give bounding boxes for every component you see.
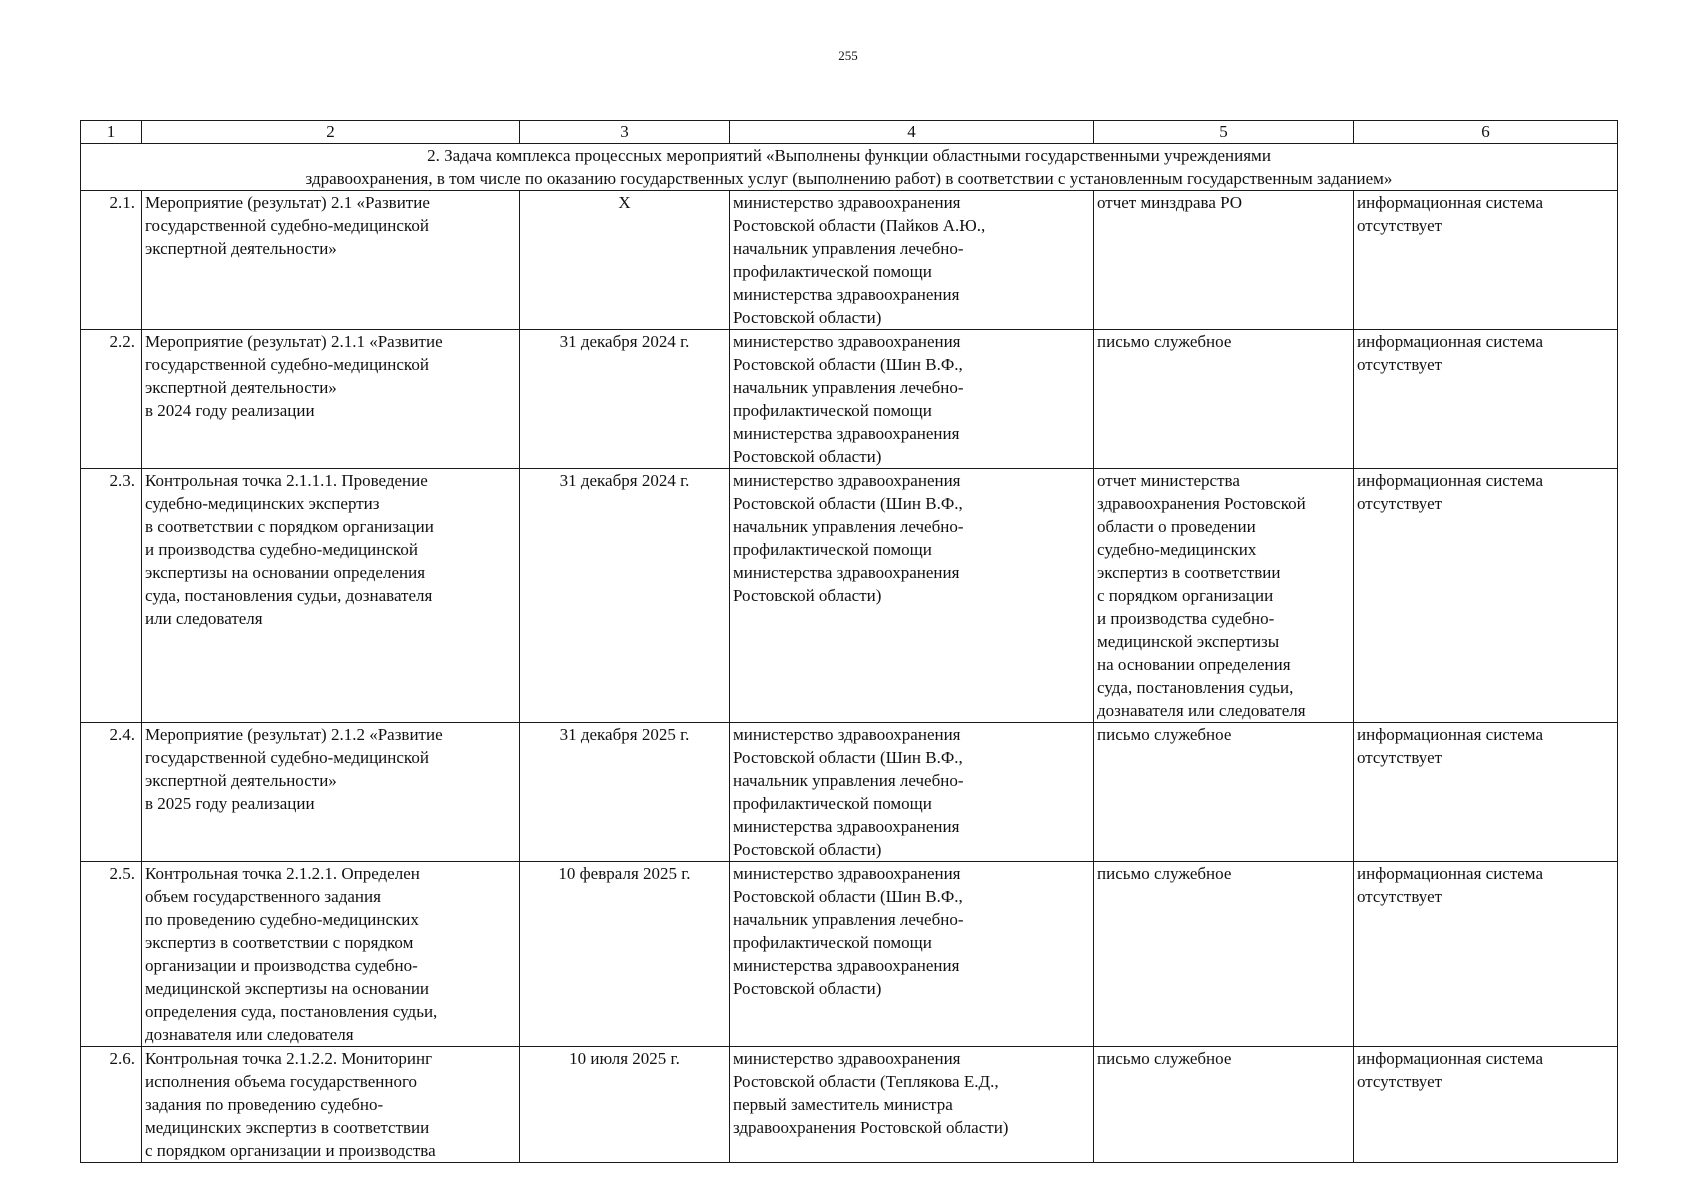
event-name-line: суда, постановления судьи, дознавателя	[145, 586, 433, 605]
document-line: медицинской экспертизы	[1097, 632, 1280, 651]
document-line: письмо служебное	[1097, 332, 1232, 351]
event-name-line: организации и производства судебно-	[145, 956, 418, 975]
column-number: 5	[1094, 121, 1354, 144]
responsible-line: министерства здравоохранения	[733, 956, 960, 975]
event-name-line: определения суда, постановления судьи,	[145, 1002, 438, 1021]
document-cell	[1094, 723, 1354, 862]
event-name-cell	[142, 469, 520, 723]
responsible-line: первый заместитель министра	[733, 1095, 953, 1114]
responsible-cell	[730, 330, 1094, 469]
page-number: 255	[838, 48, 858, 63]
info-system-line: информационная система	[1357, 193, 1543, 212]
task-header-line: 2. Задача комплекса процессных мероприятий «Выполнены функции областными государственными учреждениями	[427, 146, 1271, 165]
responsible-line: профилактической помощи	[733, 401, 932, 420]
document-cell	[1094, 469, 1354, 723]
responsible-line: Ростовской области)	[733, 308, 882, 327]
info-system-line: отсутствует	[1357, 216, 1443, 235]
responsible-line: Ростовской области (Теплякова Е.Д.,	[733, 1072, 999, 1091]
event-name-line: экспертиз в соответствии с порядком	[145, 933, 414, 952]
responsible-line: Ростовской области (Шин В.Ф.,	[733, 887, 963, 906]
document-cell	[1094, 1047, 1354, 1163]
event-name-line: дознавателя или следователя	[145, 1025, 354, 1044]
document-cell	[1094, 330, 1354, 469]
event-name-line: Мероприятие (результат) 2.1.1 «Развитие	[145, 332, 443, 351]
table-row	[81, 191, 1618, 330]
event-name-line: задания по проведению судебно-	[145, 1095, 384, 1114]
document-line: и производства судебно-	[1097, 609, 1275, 628]
info-system-line: информационная система	[1357, 471, 1543, 490]
column-number-row	[81, 121, 1618, 144]
document-line: экспертиз в соответствии	[1097, 563, 1281, 582]
responsible-line: министерство здравоохранения	[733, 1049, 961, 1068]
event-name-line: или следователя	[145, 609, 263, 628]
responsible-line: министерства здравоохранения	[733, 563, 960, 582]
responsible-line: профилактической помощи	[733, 794, 932, 813]
event-name-line: медицинской экспертизы на основании	[145, 979, 430, 998]
event-name-cell	[142, 330, 520, 469]
row-number: 2.4.	[81, 723, 142, 862]
responsible-line: здравоохранения Ростовской области)	[733, 1118, 1009, 1137]
responsible-line: министерства здравоохранения	[733, 285, 960, 304]
column-number: 3	[520, 121, 730, 144]
column-number: 6	[1354, 121, 1618, 144]
event-name-line: в 2025 году реализации	[145, 794, 315, 813]
responsible-line: Ростовской области)	[733, 586, 882, 605]
info-system-cell	[1354, 862, 1618, 1047]
table-row	[81, 330, 1618, 469]
responsible-line: министерства здравоохранения	[733, 424, 960, 443]
event-name-line: в 2024 году реализации	[145, 401, 315, 420]
deadline-cell: X	[520, 191, 730, 330]
deadline-cell: 10 февраля 2025 г.	[520, 862, 730, 1047]
event-name-line: государственной судебно-медицинской	[145, 355, 429, 374]
responsible-line: начальник управления лечебно-	[733, 517, 964, 536]
responsible-line: Ростовской области)	[733, 447, 882, 466]
event-name-line: Мероприятие (результат) 2.1 «Развитие	[145, 193, 430, 212]
event-name-line: государственной судебно-медицинской	[145, 748, 429, 767]
task-header	[81, 144, 1618, 191]
responsible-line: Ростовской области (Шин В.Ф.,	[733, 494, 963, 513]
event-name-line: судебно-медицинских экспертиз	[145, 494, 380, 513]
deadline-cell: 31 декабря 2025 г.	[520, 723, 730, 862]
info-system-line: отсутствует	[1357, 887, 1443, 906]
responsible-line: министерства здравоохранения	[733, 817, 960, 836]
document-line: суда, постановления судьи,	[1097, 678, 1294, 697]
responsible-line: Ростовской области (Шин В.Ф.,	[733, 355, 963, 374]
responsible-line: профилактической помощи	[733, 540, 932, 559]
responsible-line: Ростовской области (Пайков А.Ю.,	[733, 216, 986, 235]
responsible-cell	[730, 1047, 1094, 1163]
info-system-line: информационная система	[1357, 725, 1543, 744]
event-name-line: объем государственного задания	[145, 887, 381, 906]
responsible-line: профилактической помощи	[733, 933, 932, 952]
responsible-cell	[730, 862, 1094, 1047]
event-name-line: Контрольная точка 2.1.1.1. Проведение	[145, 471, 428, 490]
info-system-line: информационная система	[1357, 1049, 1543, 1068]
table-row	[81, 469, 1618, 723]
event-name-cell	[142, 862, 520, 1047]
document-cell	[1094, 191, 1354, 330]
responsible-cell	[730, 723, 1094, 862]
document-line: с порядком организации	[1097, 586, 1274, 605]
document-line: письмо служебное	[1097, 1049, 1232, 1068]
responsible-line: министерство здравоохранения	[733, 193, 961, 212]
event-name-line: Контрольная точка 2.1.2.1. Определен	[145, 864, 420, 883]
table-row	[81, 723, 1618, 862]
document-line: письмо служебное	[1097, 864, 1232, 883]
info-system-cell	[1354, 723, 1618, 862]
row-number: 2.3.	[81, 469, 142, 723]
column-number: 4	[730, 121, 1094, 144]
info-system-line: отсутствует	[1357, 355, 1443, 374]
responsible-line: министерство здравоохранения	[733, 471, 961, 490]
responsible-line: министерство здравоохранения	[733, 864, 961, 883]
deadline-cell: 31 декабря 2024 г.	[520, 330, 730, 469]
responsible-line: Ростовской области)	[733, 979, 882, 998]
row-number: 2.5.	[81, 862, 142, 1047]
document-line: области о проведении	[1097, 517, 1256, 536]
document-line: отчет министерства	[1097, 471, 1240, 490]
event-name-cell	[142, 191, 520, 330]
info-system-line: информационная система	[1357, 332, 1543, 351]
document-line: письмо служебное	[1097, 725, 1232, 744]
document-line: отчет минздрава РО	[1097, 193, 1243, 212]
info-system-cell	[1354, 330, 1618, 469]
responsible-line: министерство здравоохранения	[733, 332, 961, 351]
info-system-cell	[1354, 469, 1618, 723]
event-name-line: экспертной деятельности»	[145, 771, 337, 790]
row-number: 2.1.	[81, 191, 142, 330]
info-system-line: отсутствует	[1357, 1072, 1443, 1091]
document-cell	[1094, 862, 1354, 1047]
event-name-line: в соответствии с порядком организации	[145, 517, 434, 536]
event-name-line: исполнения объема государственного	[145, 1072, 418, 1091]
responsible-line: начальник управления лечебно-	[733, 239, 964, 258]
info-system-line: отсутствует	[1357, 748, 1443, 767]
event-name-line: государственной судебно-медицинской	[145, 216, 429, 235]
responsible-line: Ростовской области (Шин В.Ф.,	[733, 748, 963, 767]
event-name-cell	[142, 1047, 520, 1163]
task-header-line: здравоохранения, в том числе по оказанию государственных услуг (выполнению работ) в соответствии с установленным государственным заданием»	[305, 169, 1393, 188]
event-name-line: медицинских экспертиз в соответствии	[145, 1118, 430, 1137]
responsible-line: начальник управления лечебно-	[733, 771, 964, 790]
event-name-line: и производства судебно-медицинской	[145, 540, 418, 559]
responsible-cell	[730, 469, 1094, 723]
event-name-line: Мероприятие (результат) 2.1.2 «Развитие	[145, 725, 443, 744]
row-number: 2.6.	[81, 1047, 142, 1163]
deadline-cell: 10 июля 2025 г.	[520, 1047, 730, 1163]
responsible-line: начальник управления лечебно-	[733, 910, 964, 929]
task-header-row	[81, 144, 1618, 191]
table-row	[81, 862, 1618, 1047]
event-name-line: по проведению судебно-медицинских	[145, 910, 419, 929]
info-system-cell	[1354, 191, 1618, 330]
event-name-line: с порядком организации и производства	[145, 1141, 436, 1160]
info-system-line: информационная система	[1357, 864, 1543, 883]
responsible-line: министерство здравоохранения	[733, 725, 961, 744]
event-name-cell	[142, 723, 520, 862]
responsible-line: начальник управления лечебно-	[733, 378, 964, 397]
deadline-cell: 31 декабря 2024 г.	[520, 469, 730, 723]
event-name-line: экспертной деятельности»	[145, 239, 337, 258]
responsible-line: профилактической помощи	[733, 262, 932, 281]
responsible-line: Ростовской области)	[733, 840, 882, 859]
document-line: здравоохранения Ростовской	[1097, 494, 1306, 513]
info-system-cell	[1354, 1047, 1618, 1163]
table-row	[81, 1047, 1618, 1163]
control-points-table	[80, 120, 1618, 1163]
document-line: дознавателя или следователя	[1097, 701, 1306, 720]
column-number: 2	[142, 121, 520, 144]
row-number: 2.2.	[81, 330, 142, 469]
event-name-line: Контрольная точка 2.1.2.2. Мониторинг	[145, 1049, 433, 1068]
responsible-cell	[730, 191, 1094, 330]
event-name-line: экспертной деятельности»	[145, 378, 337, 397]
event-name-line: экспертизы на основании определения	[145, 563, 426, 582]
column-number: 1	[81, 121, 142, 144]
document-line: на основании определения	[1097, 655, 1291, 674]
info-system-line: отсутствует	[1357, 494, 1443, 513]
document-line: судебно-медицинских	[1097, 540, 1257, 559]
